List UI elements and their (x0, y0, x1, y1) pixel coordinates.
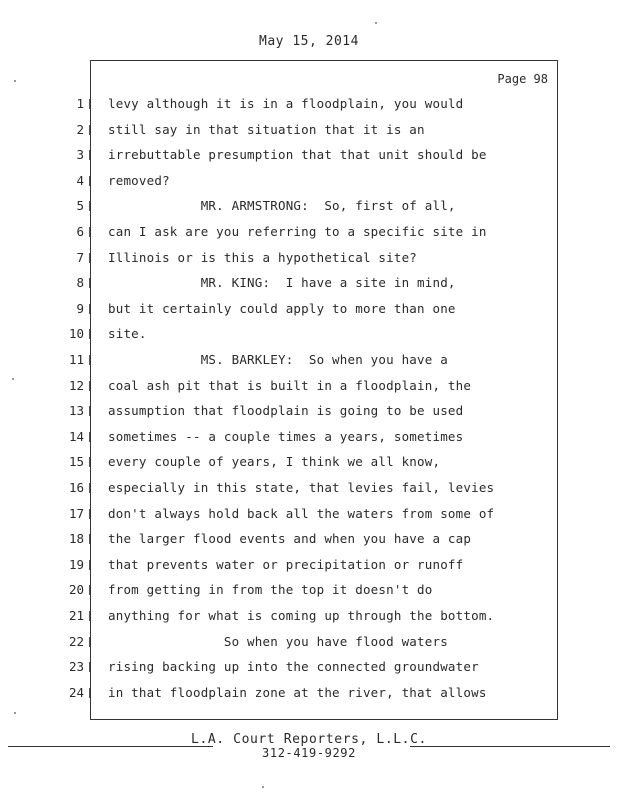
margin-tick (89, 611, 90, 621)
line-number: 12 (68, 378, 84, 393)
margin-tick (89, 381, 90, 391)
line-text: levy although it is in a floodplain, you would (108, 96, 464, 111)
line-number: 5 (76, 198, 84, 213)
margin-tick (89, 585, 90, 595)
margin-tick (89, 176, 90, 186)
line-text: coal ash pit that is built in a floodplain, the (108, 378, 472, 393)
line-text: sometimes -- a couple times a years, sometimes (108, 429, 464, 444)
line-number: 16 (68, 480, 84, 495)
line-number: 20 (68, 582, 84, 597)
line-text: still say in that situation that it is an (108, 122, 425, 137)
margin-tick (89, 688, 90, 698)
line-text: assumption that floodplain is going to be used (108, 403, 464, 418)
line-text: especially in this state, that levies fail, levies (108, 480, 495, 495)
page-number: Page 98 (497, 72, 548, 86)
scan-speck (262, 786, 264, 788)
margin-tick (89, 406, 90, 416)
line-text: in that floodplain zone at the river, that allows (108, 685, 487, 700)
line-number: 23 (68, 659, 84, 674)
margin-tick (89, 125, 90, 135)
margin-tick (89, 637, 90, 647)
line-text: from getting in from the top it doesn't do (108, 582, 433, 597)
line-number: 18 (68, 531, 84, 546)
line-text: irrebuttable presumption that that unit should be (108, 147, 487, 162)
scan-speck (375, 22, 377, 24)
scan-speck (12, 378, 14, 380)
line-text: can I ask are you referring to a specific site in (108, 224, 487, 239)
line-text: but it certainly could apply to more than one (108, 301, 456, 316)
line-number: 21 (68, 608, 84, 623)
line-text: rising backing up into the connected groundwater (108, 659, 479, 674)
line-number: 9 (76, 301, 84, 316)
line-number: 22 (68, 634, 84, 649)
scan-speck (14, 712, 16, 714)
line-text: So when you have flood waters (108, 634, 448, 649)
line-text: that prevents water or precipitation or runoff (108, 557, 464, 572)
line-text: Illinois or is this a hypothetical site? (108, 250, 418, 265)
margin-tick (89, 355, 90, 365)
line-text: anything for what is coming up through the bottom. (108, 608, 495, 623)
footer-phone: 312-419-9292 (262, 746, 356, 760)
margin-tick (89, 483, 90, 493)
margin-tick (89, 99, 90, 109)
line-number: 14 (68, 429, 84, 444)
margin-tick (89, 329, 90, 339)
line-number: 4 (76, 173, 84, 188)
line-text: MR. ARMSTRONG: So, first of all, (108, 198, 456, 213)
line-number: 3 (76, 147, 84, 162)
margin-tick (89, 253, 90, 263)
line-text: MR. KING: I have a site in mind, (108, 275, 456, 290)
line-number: 24 (68, 685, 84, 700)
margin-tick (89, 432, 90, 442)
header-date: May 15, 2014 (259, 34, 359, 49)
margin-tick (89, 304, 90, 314)
margin-tick (89, 201, 90, 211)
scan-speck (14, 80, 16, 82)
margin-tick (89, 560, 90, 570)
line-number: 15 (68, 454, 84, 469)
line-number: 17 (68, 506, 84, 521)
margin-tick (89, 509, 90, 519)
margin-tick (89, 457, 90, 467)
line-number: 13 (68, 403, 84, 418)
line-text: every couple of years, I think we all know, (108, 454, 441, 469)
line-number: 6 (76, 224, 84, 239)
line-number: 11 (68, 352, 84, 367)
line-number: 8 (76, 275, 84, 290)
footer-reporter: L.A. Court Reporters, L.L.C. (191, 732, 427, 747)
line-text: don't always hold back all the waters from some of (108, 506, 495, 521)
line-number: 2 (76, 122, 84, 137)
margin-tick (89, 227, 90, 237)
margin-tick (89, 150, 90, 160)
margin-tick (89, 534, 90, 544)
line-number: 1 (76, 96, 84, 111)
line-number: 7 (76, 250, 84, 265)
line-number: 19 (68, 557, 84, 572)
line-text: MS. BARKLEY: So when you have a (108, 352, 448, 367)
margin-tick (89, 662, 90, 672)
line-text: the larger flood events and when you have a cap (108, 531, 472, 546)
line-text: removed? (108, 173, 170, 188)
line-text: site. (108, 326, 147, 341)
margin-tick (89, 278, 90, 288)
line-number: 10 (68, 326, 84, 341)
